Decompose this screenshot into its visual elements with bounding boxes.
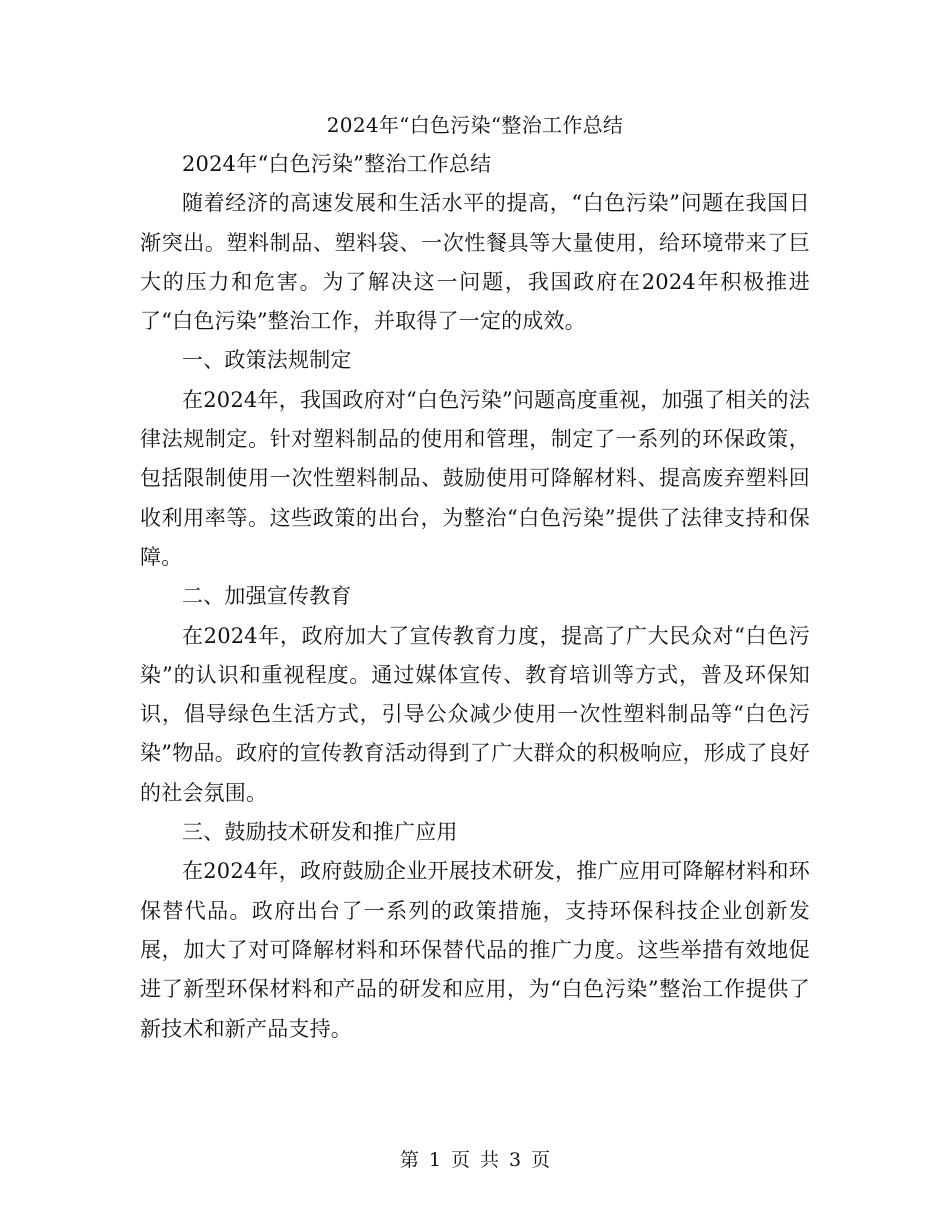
section-heading-policy: 一、政策法规制定 [182, 348, 352, 373]
body-paragraph-technology: 在2024年，政府鼓励企业开展技术研发，推广应用可降解材料和环保替代品。政府出台了一系列的政策措施，支持环保科技企业创新发展，加大了对可降解材料和环保替代品的推广力度。这些举措有效地促进了新型环保材料和产品的研发和应用，为“白色污染”整治工作提供了新技术和新产品支持。 [140, 859, 810, 1041]
section-heading-technology: 三、鼓励技术研发和推广应用 [182, 820, 458, 845]
body-paragraph-intro: 随着经济的高速发展和生活水平的提高，“白色污染”问题在我国日渐突出。塑料制品、塑料袋、一次性餐具等大量使用，给环境带来了巨大的压力和危害。为了解决这一问题，我国政府在2024年积极推进了“白色污染”整治工作，并取得了一定的成效。 [140, 191, 810, 334]
body-paragraph-education: 在2024年，政府加大了宣传教育力度，提高了广大民众对“白色污染”的认识和重视程度。通过媒体宣传、教育培训等方式，普及环保知识，倡导绿色生活方式，引导公众减少使用一次性塑料制品等“白色污染”物品。政府的宣传教育活动得到了广大群众的积极响应，形成了良好的社会氛围。 [140, 623, 810, 805]
page-number: 第 1 页 共 3 页 [399, 1149, 551, 1171]
document-subtitle: 2024年“白色污染”整治工作总结 [182, 152, 492, 176]
section-heading-education: 二、加强宣传教育 [182, 584, 352, 609]
body-paragraph-policy: 在2024年，我国政府对“白色污染”问题高度重视，加强了相关的法律法规制定。针对塑料制品的使用和管理，制定了一系列的环保政策，包括限制使用一次性塑料制品、鼓励使用可降解材料、提高废弃塑料回收利用率等。这些政策的出台，为整治“白色污染”提供了法律支持和保障。 [140, 387, 810, 569]
document-body [140, 145, 810, 1049]
document-title: 2024年“白色污染“整治工作总结 [326, 113, 624, 137]
